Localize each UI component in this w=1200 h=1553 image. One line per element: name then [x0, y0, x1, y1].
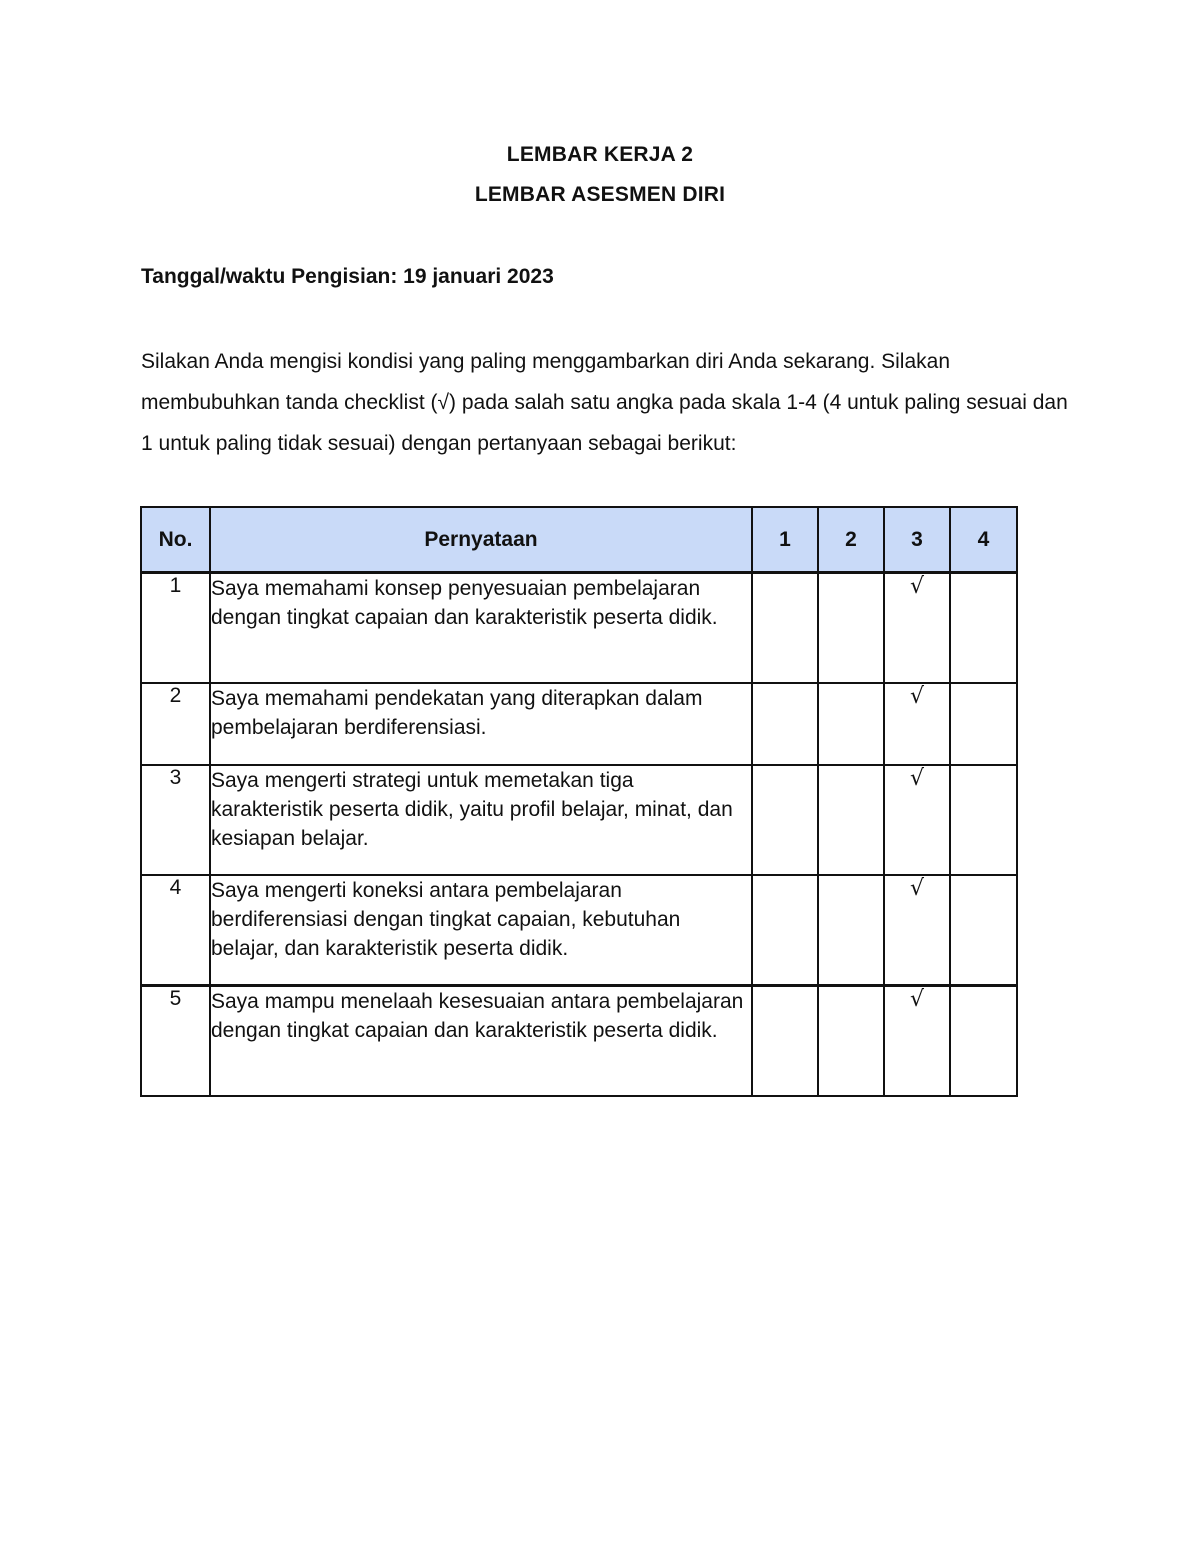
header-statement: Pernyataan — [210, 507, 752, 573]
instructions-paragraph — [141, 341, 1071, 464]
scale-4-cell[interactable] — [950, 986, 1017, 1097]
row-number: 5 — [141, 986, 210, 1097]
row-number: 4 — [141, 875, 210, 986]
scale-4-cell[interactable] — [950, 573, 1017, 684]
table-row — [141, 986, 1017, 1097]
scale-3-cell[interactable] — [884, 573, 950, 684]
row-statement: Saya memahami pendekatan yang diterapkan dalam pembelajaran berdiferensiasi. — [210, 683, 752, 765]
scale-2-cell[interactable] — [818, 573, 884, 684]
scale-3-cell[interactable] — [884, 765, 950, 875]
check-mark-icon: √ — [909, 876, 925, 901]
row-number: 1 — [141, 573, 210, 684]
check-mark-icon: √ — [909, 766, 925, 791]
row-statement: Saya mampu menelaah kesesuaian antara pembelajaran dengan tingkat capaian dan karakteristik peserta didik. — [210, 986, 752, 1097]
table-row — [141, 765, 1017, 875]
header-scale-1: 1 — [752, 507, 818, 573]
row-statement: Saya mengerti strategi untuk memetakan tiga karakteristik peserta didik, yaitu profil belajar, minat, dan kesiapan belajar. — [210, 765, 752, 875]
scale-4-cell[interactable] — [950, 683, 1017, 765]
table-row — [141, 875, 1017, 986]
worksheet-subtitle: LEMBAR ASESMEN DIRI — [474, 183, 726, 206]
check-mark-icon: √ — [909, 684, 925, 709]
check-mark-icon: √ — [909, 574, 925, 599]
scale-1-cell[interactable] — [752, 683, 818, 765]
scale-1-cell[interactable] — [752, 875, 818, 986]
self-assessment-table — [140, 506, 1018, 1097]
row-number: 3 — [141, 765, 210, 875]
scale-2-cell[interactable] — [818, 683, 884, 765]
header-no: No. — [141, 507, 210, 573]
table-header-row — [141, 507, 1017, 573]
scale-4-cell[interactable] — [950, 875, 1017, 986]
scale-1-cell[interactable] — [752, 765, 818, 875]
header-scale-4: 4 — [950, 507, 1017, 573]
check-mark-icon: √ — [909, 987, 925, 1012]
row-statement: Saya memahami konsep penyesuaian pembelajaran dengan tingkat capaian dan karakteristik peserta didik. — [210, 573, 752, 684]
scale-4-cell[interactable] — [950, 765, 1017, 875]
scale-2-cell[interactable] — [818, 986, 884, 1097]
scale-1-cell[interactable] — [752, 573, 818, 684]
scale-1-cell[interactable] — [752, 986, 818, 1097]
instructions-text: Silakan Anda mengisi kondisi yang paling menggambarkan diri Anda sekarang. Silakan membubuhkan tanda checklist (√) pada salah satu angka pada skala 1-4 (4 untuk paling sesuai dan 1 untuk paling tidak sesuai) dengan pertanyaan sebagai berikut: — [141, 350, 1068, 455]
header-scale-2: 2 — [818, 507, 884, 573]
scale-2-cell[interactable] — [818, 765, 884, 875]
table-row — [141, 573, 1017, 684]
row-statement: Saya mengerti koneksi antara pembelajaran berdiferensiasi dengan tingkat capaian, kebutuhan belajar, dan karakteristik peserta didik. — [210, 875, 752, 986]
worksheet-title: LEMBAR KERJA 2 — [506, 143, 694, 166]
scale-3-cell[interactable] — [884, 875, 950, 986]
scale-2-cell[interactable] — [818, 875, 884, 986]
table-row — [141, 683, 1017, 765]
row-number: 2 — [141, 683, 210, 765]
scale-3-cell[interactable] — [884, 986, 950, 1097]
scale-3-cell[interactable] — [884, 683, 950, 765]
header-scale-3: 3 — [884, 507, 950, 573]
fill-date-line: Tanggal/waktu Pengisian: 19 januari 2023 — [141, 265, 554, 288]
